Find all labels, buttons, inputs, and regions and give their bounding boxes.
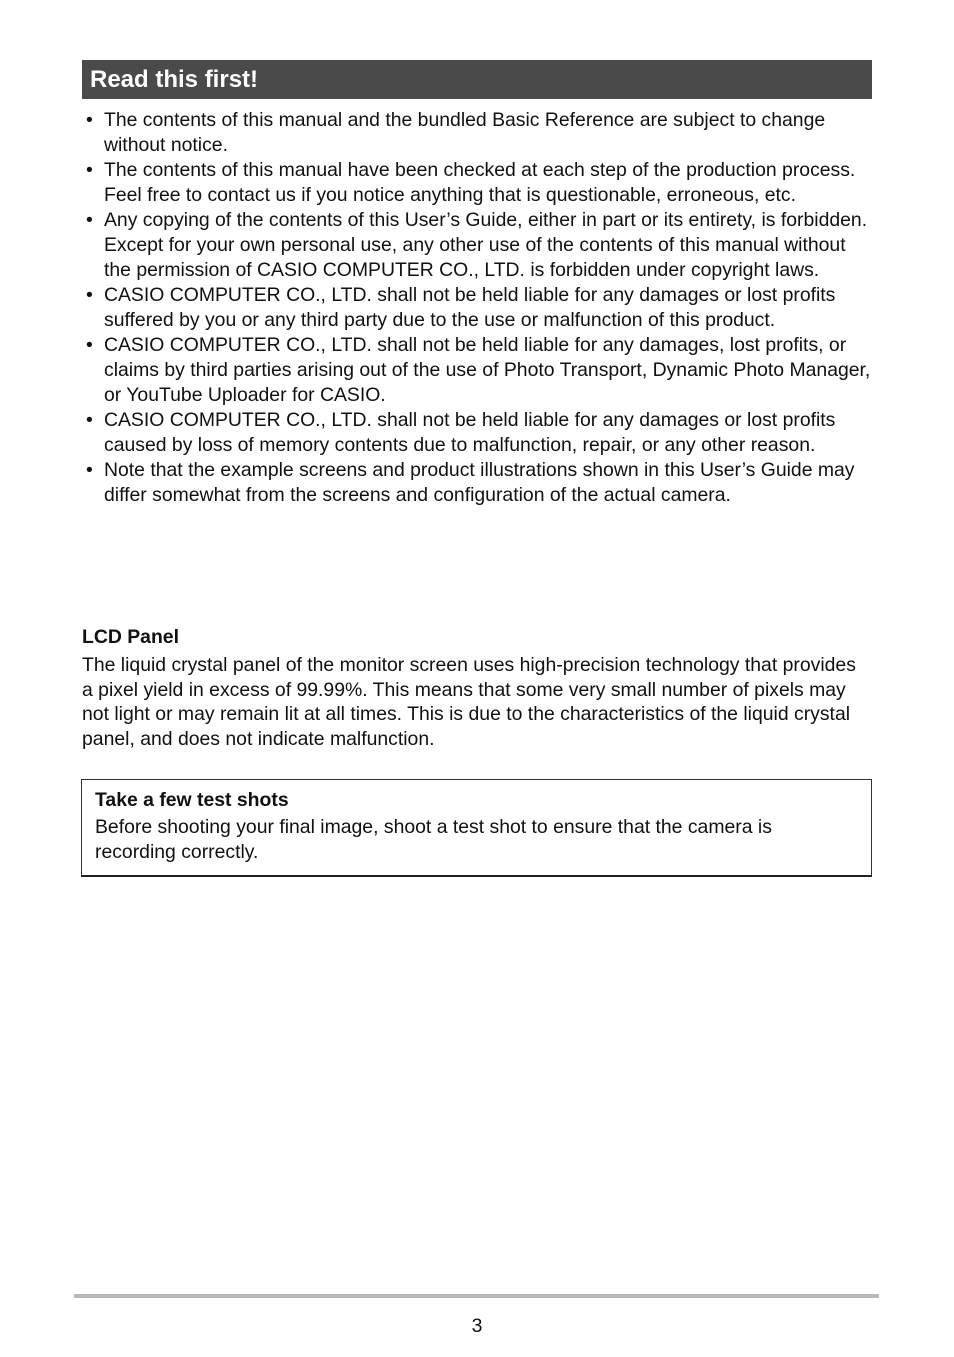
bullet-icon: • <box>86 159 93 181</box>
page-number: 3 <box>471 1315 483 1337</box>
list-item <box>82 458 872 508</box>
notice-text: CASIO COMPUTER CO., LTD. shall not be held liable for any damages, lost profits, or claims by third parties arising out of the use of Photo Transport, Dynamic Photo Manager, or YouTube Uploader for CASIO. <box>104 334 871 406</box>
lcd-panel-heading: LCD Panel <box>82 626 179 648</box>
list-item <box>82 333 872 408</box>
bullet-icon: • <box>86 409 93 431</box>
tip-text: Before shooting your final image, shoot a test shot to ensure that the camera is recording correctly. <box>95 816 772 863</box>
list-item <box>82 158 872 208</box>
bullet-icon: • <box>86 459 93 481</box>
list-item <box>82 108 872 158</box>
notice-text: Note that the example screens and product illustrations shown in this User’s Guide may differ somewhat from the screens and configuration of the actual camera. <box>104 459 855 506</box>
notice-text: The contents of this manual and the bundled Basic Reference are subject to change without notice. <box>104 109 826 156</box>
notice-text: CASIO COMPUTER CO., LTD. shall not be held liable for any damages or lost profits caused by loss of memory contents due to malfunction, repair, or any other reason. <box>104 409 836 456</box>
tip-heading: Take a few test shots <box>95 789 289 811</box>
bullet-icon: • <box>86 109 93 131</box>
notice-list <box>82 108 872 508</box>
test-shot-tip-box <box>81 779 872 877</box>
list-item <box>82 208 872 283</box>
list-item <box>82 283 872 333</box>
page-title: Read this first! <box>90 65 259 93</box>
list-item <box>82 408 872 458</box>
notice-text: CASIO COMPUTER CO., LTD. shall not be held liable for any damages or lost profits suffered by you or any third party due to the use or malfunction of this product. <box>104 284 836 331</box>
bullet-icon: • <box>86 209 93 231</box>
bullet-icon: • <box>86 284 93 306</box>
notice-text: The contents of this manual have been checked at each step of the production process. Feel free to contact us if you notice anything that is questionable, erroneous, etc. <box>104 159 856 206</box>
bullet-icon: • <box>86 334 93 356</box>
footer-divider <box>74 1294 879 1298</box>
lcd-panel-text: The liquid crystal panel of the monitor screen uses high-precision technology that provides a pixel yield in excess of 99.99%. This means that some very small number of pixels may not light or may remain lit at all times. This is due to the characteristics of the liquid crystal panel, and does not indicate malfunction. <box>82 654 856 750</box>
notice-text: Any copying of the contents of this User’s Guide, either in part or its entirety, is forbidden. Except for your own personal use, any other use of the contents of this manual without the permission of CASIO COMPUTER CO., LTD. is forbidden under copyright laws. <box>104 209 868 281</box>
section-header-bar <box>82 60 872 99</box>
